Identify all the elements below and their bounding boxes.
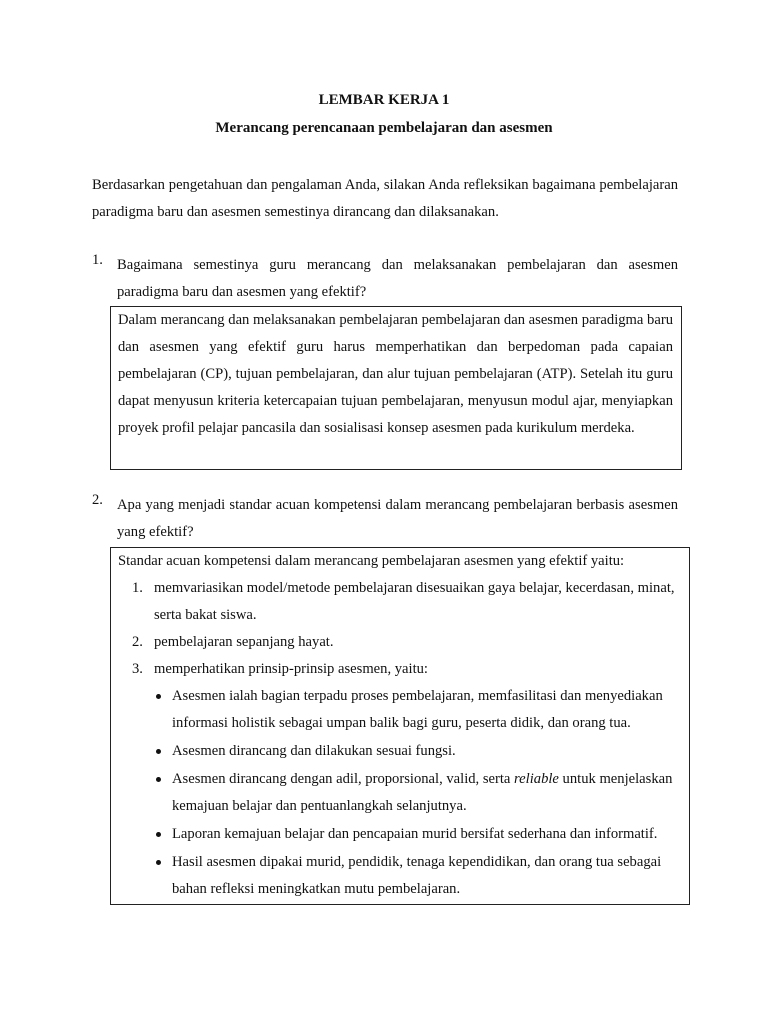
list-item-number: 3. [132, 661, 143, 677]
list-item-text: pembelajaran sepanjang hayat. [154, 634, 334, 650]
list-item-number: 1. [132, 580, 143, 596]
answer-box-2 [110, 547, 690, 905]
answer-1-text: Dalam merancang dan melaksanakan pembelajaran pembelajaran dan asesmen paradigma baru dan asesmen yang efektif guru harus memperhatikan dan berpedoman pada capaian pembelajaran (CP), tujuan pembelajaran, dan alur tujuan pembelajaran (ATP). Setelah itu guru dapat menyusun kriteria ketercapaian tujuan pembelajaran, menyusun modul ajar, menyiapkan proyek profil pelajar pancasila dan sosialisasi konsep asesmen pada kurikulum merdeka. [118, 312, 673, 436]
bullet-icon [156, 777, 161, 782]
bullet-text-post: untuk menjelaskan kemajuan belajar dan pentuanlangkah selanjutnya. [172, 771, 673, 814]
question-2 [92, 492, 678, 546]
list-item [118, 575, 681, 629]
page-title: LEMBAR KERJA 1 [318, 92, 450, 108]
bullet-item [118, 766, 681, 820]
page-subtitle: Merancang perencanaan pembelajaran dan asesmen [215, 120, 553, 136]
bullet-icon [156, 749, 161, 754]
bullet-item [118, 683, 681, 737]
question-2-text: Apa yang menjadi standar acuan kompetensi dalam merancang pembelajaran berbasis asesmen yang efektif? [117, 497, 678, 540]
list-item-text: memvariasikan model/metode pembelajaran disesuaikan gaya belajar, kecerdasan, minat, serta bakat siswa. [154, 580, 675, 623]
list-item-text: memperhatikan prinsip-prinsip asesmen, yaitu: [154, 661, 428, 677]
bullet-item [118, 821, 681, 848]
question-2-number: 2. [92, 492, 103, 508]
bullet-icon [156, 860, 161, 865]
bullet-text: Hasil asesmen dipakai murid, pendidik, tenaga kependidikan, dan orang tua sebagai bahan refleksi meningkatkan mutu pembelajaran. [172, 854, 662, 897]
question-1-number: 1. [92, 252, 103, 268]
list-item [118, 629, 681, 656]
list-item [118, 656, 681, 683]
bullet-text: Asesmen dirancang dan dilakukan sesuai fungsi. [172, 743, 456, 759]
bullet-icon [156, 694, 161, 699]
bullet-item [118, 738, 681, 765]
criteria-list [118, 575, 681, 683]
bullet-text-emphasis: reliable [514, 771, 559, 787]
bullet-text: Asesmen ialah bagian terpadu proses pembelajaran, memfasilitasi dan menyediakan informasi holistik sebagai umpan balik bagi guru, peserta didik, dan orang tua. [172, 688, 663, 731]
bullet-icon [156, 832, 161, 837]
answer-2-intro: Standar acuan kompetensi dalam merancang pembelajaran asesmen yang efektif yaitu: [118, 553, 625, 569]
bullet-text: Laporan kemajuan belajar dan pencapaian murid bersifat sederhana dan informatif. [172, 826, 658, 842]
answer-box-1 [110, 306, 682, 470]
question-1 [92, 252, 678, 306]
intro-paragraph: Berdasarkan pengetahuan dan pengalaman Anda, silakan Anda refleksikan bagaimana pembelajaran paradigma baru dan asesmen semestinya dirancang dan dilaksanakan. [92, 177, 678, 220]
question-1-text: Bagaimana semestinya guru merancang dan melaksanakan pembelajaran dan asesmen paradigma baru dan asesmen yang efektif? [117, 257, 678, 300]
list-item-number: 2. [132, 634, 143, 650]
principles-list [118, 683, 681, 903]
bullet-item [118, 849, 681, 903]
bullet-text-pre: Asesmen dirancang dengan adil, proporsional, valid, serta [172, 771, 515, 787]
